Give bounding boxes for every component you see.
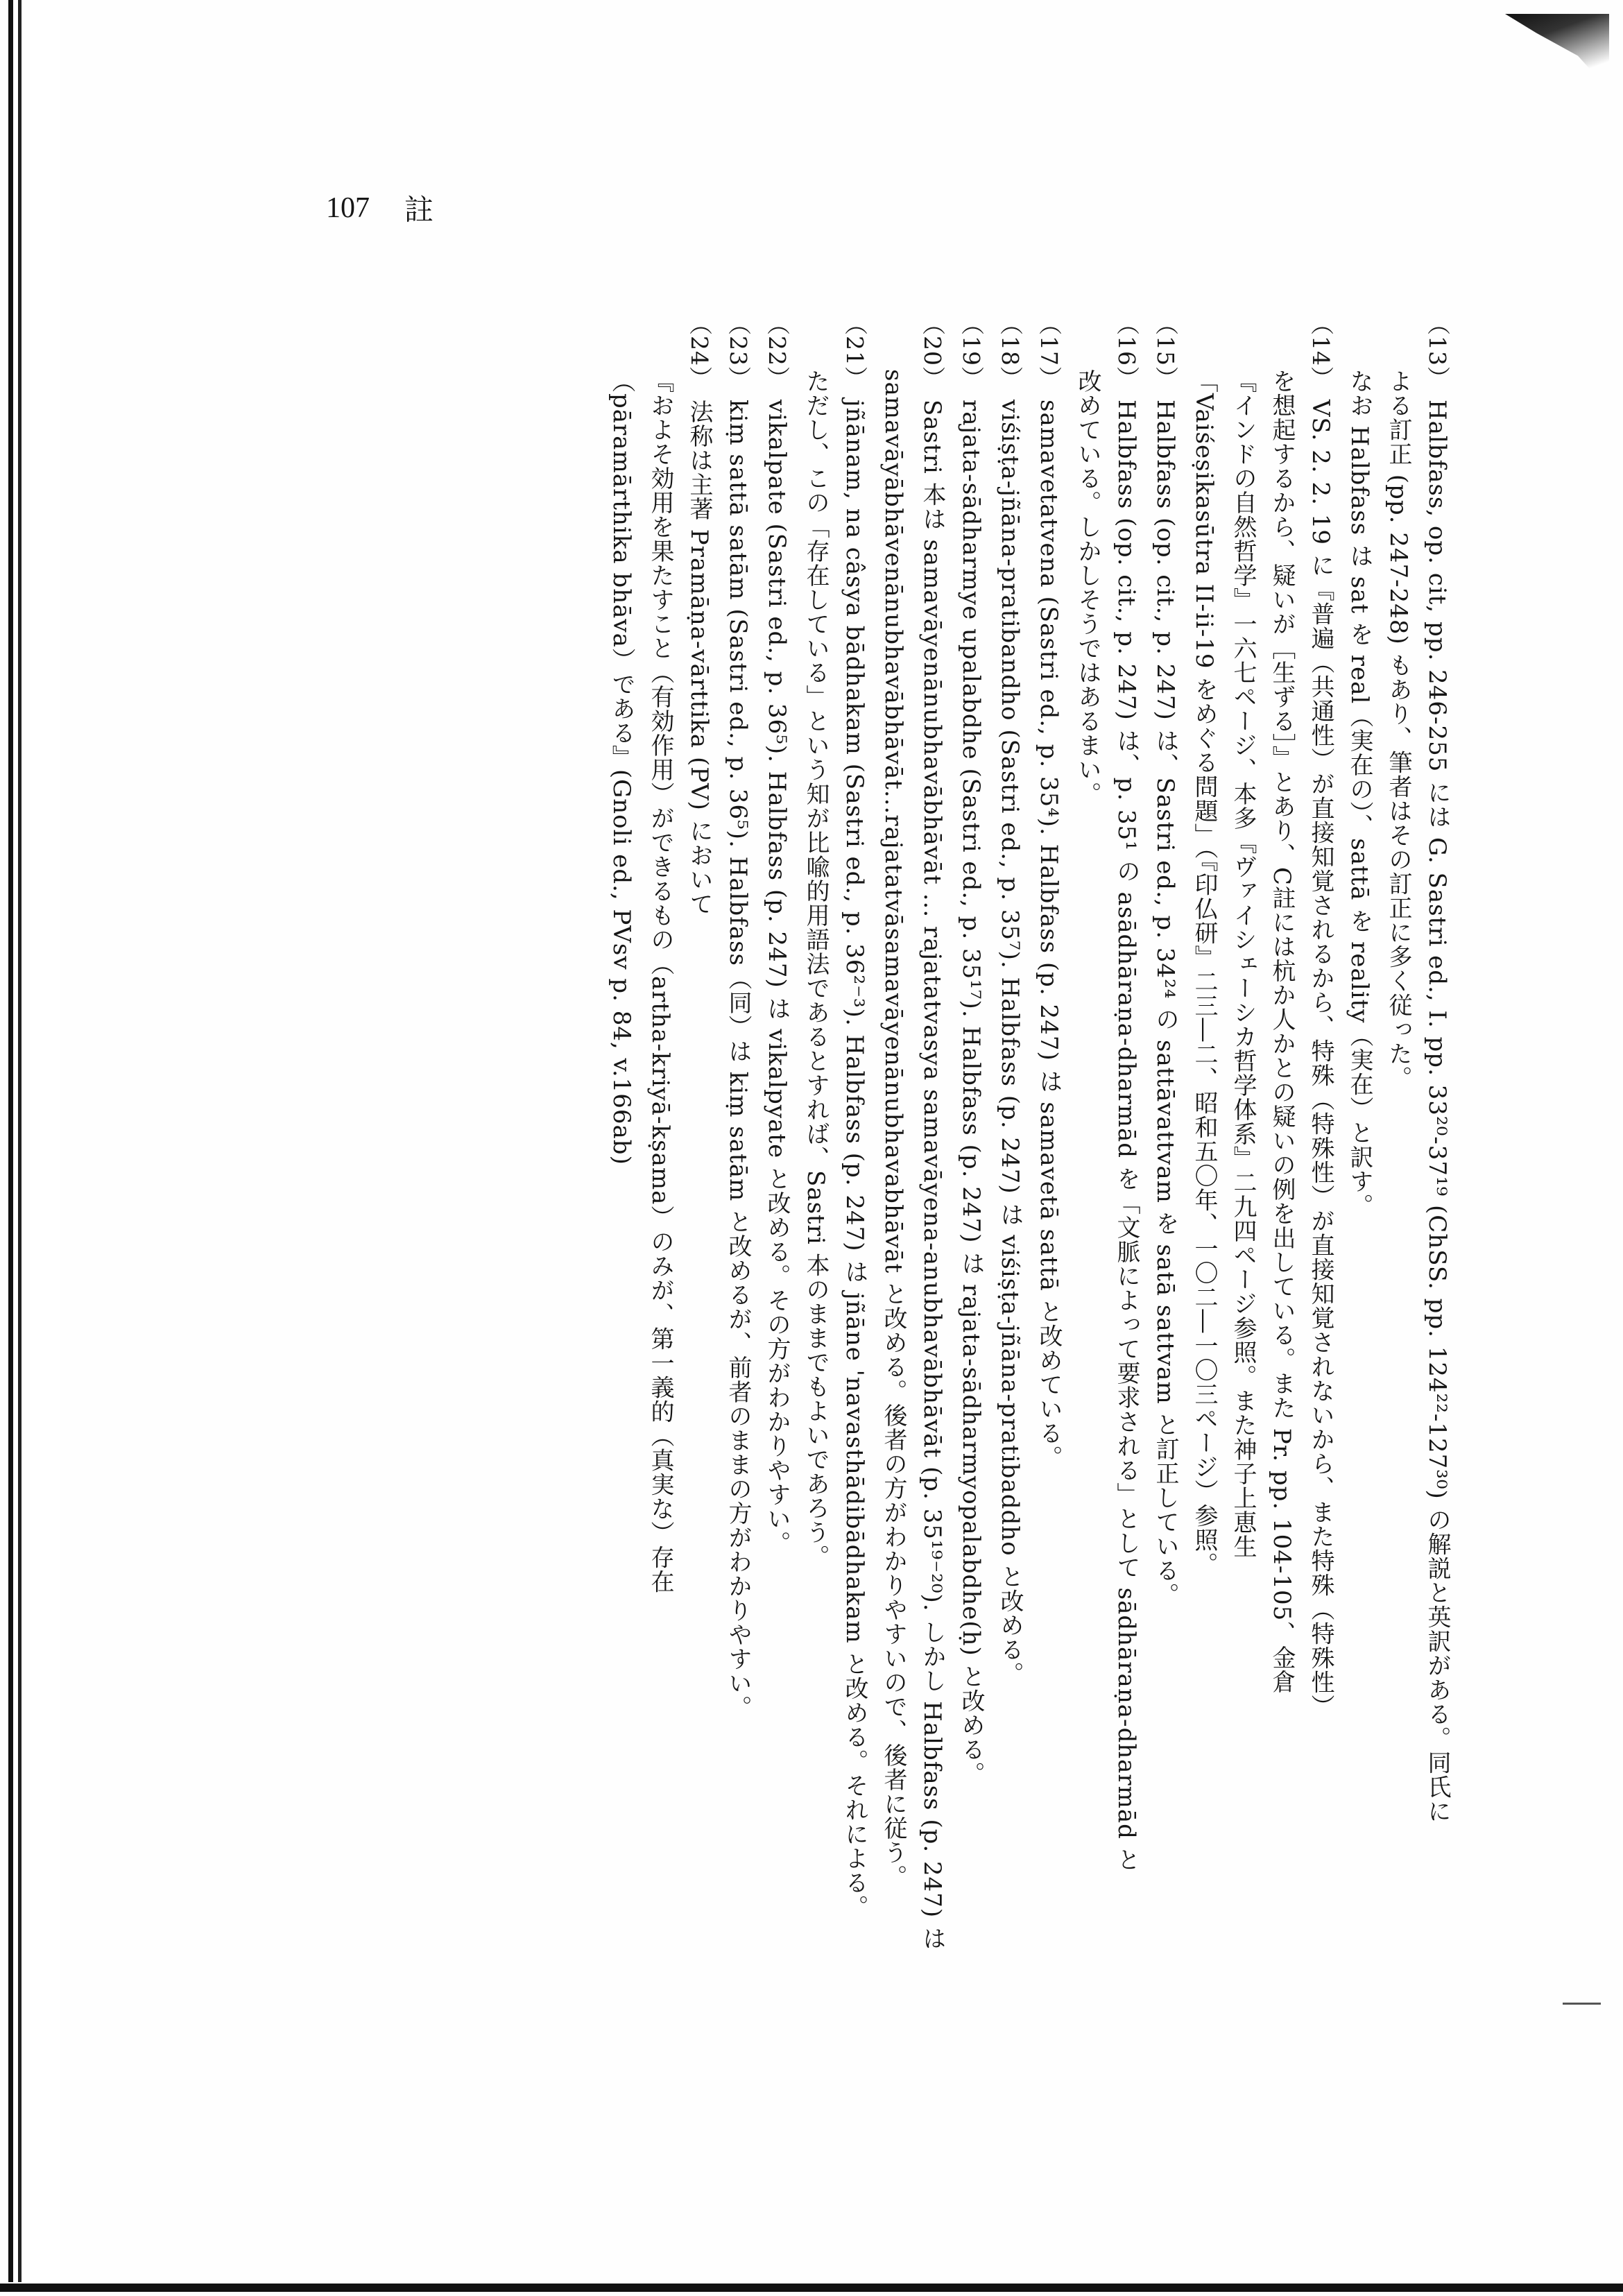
footnote-number: （22） (764, 312, 791, 390)
footnote (719, 312, 757, 1956)
footnote (1068, 312, 1146, 1956)
scan-binding-line (8, 0, 13, 2282)
footnote-text-line: ただし、この「存在している」という知が比喩的用語法であるとすれば、Sastri 本のままでもよいであろう。 (802, 368, 830, 1569)
scan-binding-line (18, 0, 22, 2282)
page-number: 107 (326, 192, 370, 224)
footnote-text-line: Sastri 本は samavāyenānubhavābhāvāt ... rajatatvasya samavāyena-anubhavābhāvāt (p. 35¹⁹⁻²⁰). しかし Halbfass (p. 247) は (918, 400, 946, 1951)
footnote (1185, 312, 1340, 1956)
footnote-number: （18） (997, 312, 1024, 390)
footnote-text-line: Halbfass (op. cit., p. 247) は、Sastri ed., p. 34²⁴ の sattāvattvam を satā sattvam と訂正している。 (1151, 400, 1179, 1607)
footnote (1029, 312, 1068, 1956)
footnote-text-line: samavetatvena (Sastri ed., p. 35⁴). Halbfass (p. 247) は samavetā sattā と改めている。 (1035, 400, 1063, 1470)
footnote-text-line: Halbfass (op. cit., p. 247) は、p. 35¹ の asādhāraṇa-dharmād を「文脈によって要求される」として sādhāraṇa-dharmād と (1113, 400, 1140, 1872)
footnote-text-line: viśiṣṭa-jñāna-pratibandho (Sastri ed., p. 35⁷). Halbfass (p. 247) は viśiṣṭa-jñāna-pratibaddho と改める。 (996, 400, 1024, 1686)
footnote-number: （19） (958, 312, 985, 390)
footnote-text-line: rajata-sādharmye upalabdhe (Sastri ed., p. 35¹⁷). Halbfass (p. 247) は rajata-sādharmyopalabdhe(ḥ) と改める。 (957, 400, 985, 1786)
footnote-text-line: （pāramārthika bhāva）である』(Gnoli ed., PVsv p. 84, v.166ab) (608, 368, 635, 1165)
footnote-number: （21） (841, 312, 868, 390)
scan-bottom-edge (0, 2284, 1623, 2292)
chapter-title: 註 (404, 193, 434, 227)
footnote (796, 312, 874, 1956)
footnote (990, 312, 1029, 1956)
footnote (757, 312, 796, 1956)
footnote (1340, 312, 1457, 1956)
footnote-text-line: 『インドの自然哲学』一六七ページ、本多『ヴァイシェーシカ哲学体系』二九四ページ参照。また神子上恵生 (1229, 368, 1257, 1559)
footnote-number: （24） (686, 312, 713, 390)
footnote-text-line: よる訂正 (pp. 247-248) もあり、筆者はその訂正に多く従った。 (1384, 368, 1412, 1090)
footnote-number: （16） (1113, 312, 1140, 390)
footnote-number: （23） (725, 312, 752, 390)
footnote-number: （14） (1307, 312, 1334, 390)
footnote-text-line: Halbfass, op. cit, pp. 246-255 には G. Sastri ed., I. pp. 33²⁰-37¹⁹ (ChSS. pp. 124²²-127³⁰) の解説と英訳がある。同氏に (1423, 400, 1451, 1824)
footnote (602, 312, 719, 1956)
footnote (1146, 312, 1185, 1956)
footnote-text-line: jñānam, na câsya bādhakam (Sastri ed., p. 36²⁻³). Halbfass (p. 247) は jñāne 'navasthādibādhakam と改める。それによる。 (841, 400, 868, 1919)
scan-edge-mark (1563, 2003, 1601, 2005)
footnote-text-line: 改めている。しかしそうではあるまい。 (1074, 368, 1101, 806)
footnote-text-line: 『およそ効用を果たすこと（有効作用）ができるもの（artha-kriyā-kṣama）のみが、第一義的（真実な）存在 (646, 368, 674, 1593)
footnote (952, 312, 990, 1956)
footnote-number: （15） (1152, 312, 1179, 390)
footnote-number: （13） (1424, 312, 1451, 390)
footnote-text-line: vikalpate (Sastri ed., p. 36⁵). Halbfass (p. 247) は vikalpyate と改める。その方がわかりやすい。 (763, 400, 791, 1555)
scan-corner-smudge (1505, 14, 1609, 90)
notes-body (326, 312, 1457, 1956)
footnote-number: （20） (919, 312, 946, 390)
footnote (874, 312, 952, 1956)
footnote-text-line: 「Vaiśeṣikasūtra II-ii-19 をめぐる問題」（『印仏研』二三―二、昭和五〇年、一〇二―一〇三ページ）参照。 (1190, 368, 1218, 1576)
footnote-text-line: なお Halbfass は sat を real（実在の）、sattā を reality（実在）と訳す。 (1346, 368, 1373, 1218)
footnote-text-line: samavāyābhāvenānubhavābhāvāt...rajatatvāsamavāyenānubhavabhāvāt と改める。後者の方がわかりやすいので、後者に従う。 (879, 368, 907, 1889)
running-header (326, 187, 433, 229)
footnote-text-line: kiṃ sattā satām (Sastri ed., p. 36⁵). Halbfass（同）は kiṃ satām と改めるが、前者のままの方がわかりやすい。 (724, 400, 752, 1720)
footnote-number: （17） (1036, 312, 1063, 390)
footnote-text-line: を想起するから、疑いが［生ずる］』とあり、C註には杭か人かとの疑いの例を出している。また Pr. pp. 104-105、金倉 (1268, 368, 1296, 1694)
footnote-text-line: 法称は主著 Pramāṇa-vārttika (PV) において (685, 400, 713, 916)
footnote-text-line: VS. 2. 2. 19 に『普遍（共通性）が直接知覚されるから、特殊（特殊性）が直接知覚されないから、また特殊（特殊性） (1307, 400, 1334, 1719)
